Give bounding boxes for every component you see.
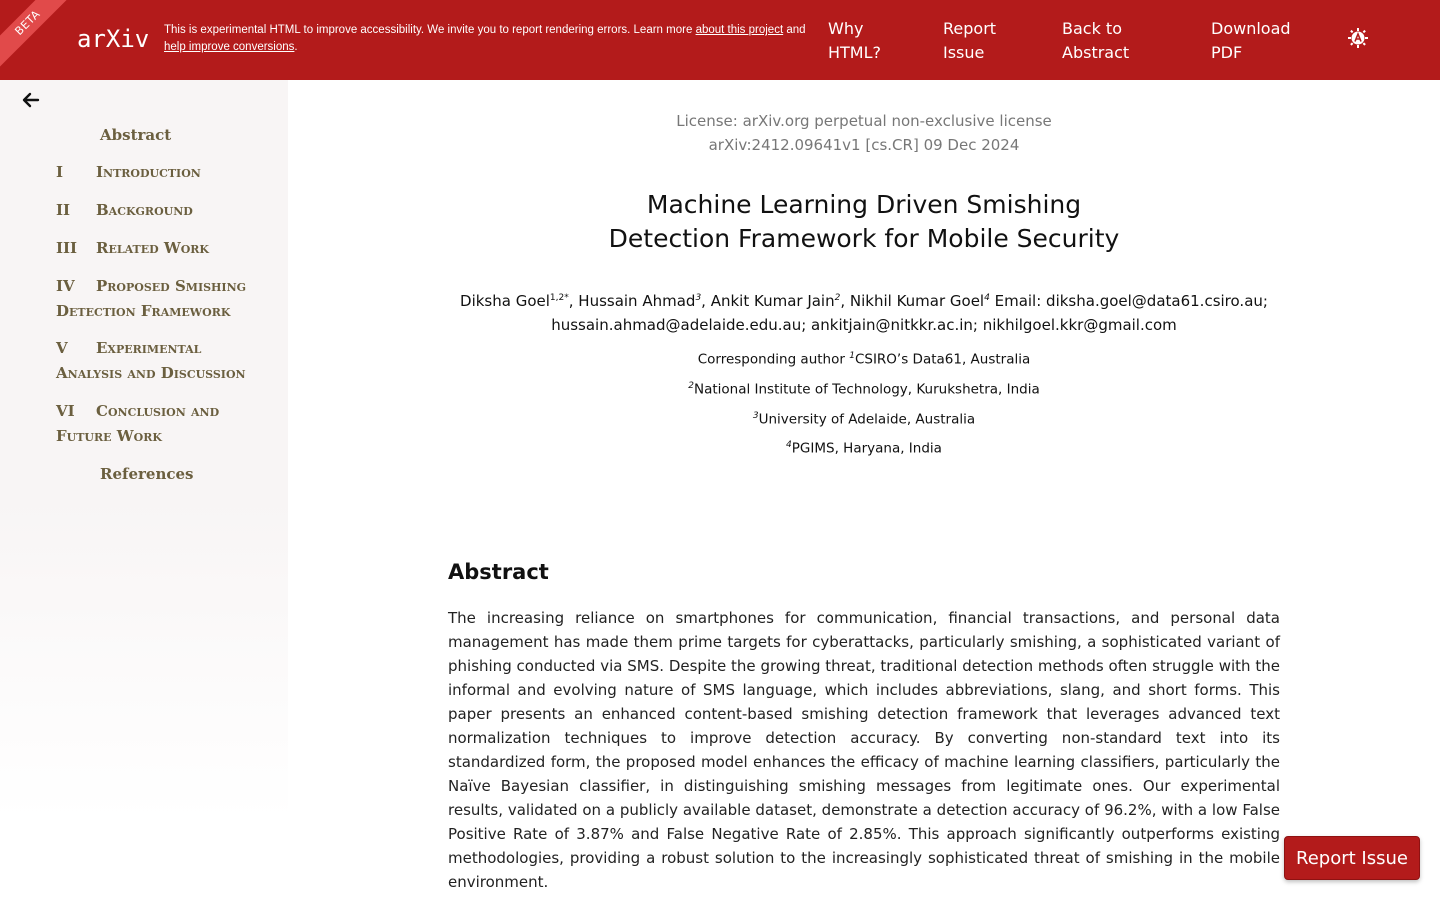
affiliation-mark: 1 bbox=[849, 351, 855, 361]
report-issue-link[interactable] bbox=[943, 17, 996, 65]
affiliation-text: University of Adelaide, Australia bbox=[758, 411, 976, 428]
author-list bbox=[448, 286, 1280, 337]
toc-item-label: Introduction bbox=[96, 163, 201, 181]
toc-item-number: I bbox=[56, 163, 64, 181]
logo-text: arXiv bbox=[77, 25, 150, 53]
toc-item-label: Detection Framework bbox=[56, 302, 231, 320]
toc-item-label: Proposed Smishing bbox=[96, 277, 247, 295]
toc-fade bbox=[0, 500, 288, 820]
arxiv-logo[interactable] bbox=[77, 23, 153, 57]
theme-toggle-icon[interactable] bbox=[1348, 28, 1368, 48]
toc-item-number: III bbox=[56, 239, 78, 257]
abstract-text: The increasing reliance on smartphones for communication, financial transactions, and personal data management has made them prime targets for cyberattacks, particularly smishing, a sophisticated variant of phishing conducted via SMS. Despite the growing threat, traditional detection methods often struggle with the informal and evolving nature of SMS language, which includes abbreviations, slang, and short forms. This paper presents an enhanced content-based smishing detection framework that leverages advanced text normalization techniques to improve detection accuracy. By converting non-standard text into its standardized form, the proposed model enhances the efficacy of machine learning classifiers, particularly the Naïve Bayesian classifier, in distinguishing smishing messages from legitimate ones. Our experimental results, validated on a publicly available dataset, demonstrate a detection accuracy of 96.2%, with a low False Positive Rate of 3.87% and False Negative Rate of 2.85%. This approach significantly outperforms existing methodologies, providing a robust solution to the increasingly sophisticated threat of smishing in the mobile environment. bbox=[448, 609, 1280, 891]
notice-text: This is experimental HTML to improve accessibility. We invite you to report rendering errors. Learn more bbox=[164, 24, 693, 36]
toc-item-label: Experimental bbox=[96, 339, 202, 357]
toc-item-number: VI bbox=[56, 402, 75, 420]
why-html-label-1: Why bbox=[828, 19, 864, 38]
about-project-link[interactable]: about this project bbox=[695, 24, 784, 36]
author-name: , Ankit Kumar Jain bbox=[701, 292, 835, 310]
beta-ribbon bbox=[0, 0, 70, 70]
toc-item-label: Related Work bbox=[96, 239, 209, 257]
affiliation-4 bbox=[448, 435, 1280, 459]
author-affiliation-mark: 4 bbox=[984, 293, 990, 303]
help-improve-link[interactable]: help improve conversions bbox=[164, 41, 295, 53]
author-affiliation-mark: 3 bbox=[695, 293, 702, 303]
author-emails: Email: diksha.goel@data61.csiro.au; bbox=[989, 292, 1268, 310]
license-text: License: arXiv.org perpetual non-exclusive license bbox=[676, 112, 1052, 130]
toc-item-label: References bbox=[100, 465, 194, 483]
affiliation-3 bbox=[448, 406, 1280, 430]
author-name: , Nikhil Kumar Goel bbox=[840, 292, 985, 310]
toc-item-label: Conclusion and bbox=[96, 402, 220, 420]
corresponding-mark: * bbox=[564, 293, 569, 303]
toc-item-background[interactable] bbox=[56, 198, 193, 223]
report-issue-button[interactable]: Report Issue bbox=[1284, 836, 1420, 880]
top-header bbox=[0, 0, 1440, 80]
affiliation-text: National Institute of Technology, Kurukshetra, India bbox=[693, 381, 1040, 398]
affiliation-mark: 3 bbox=[752, 411, 759, 421]
back-to-abstract-label-2: Abstract bbox=[1062, 43, 1130, 62]
abstract-heading: Abstract bbox=[448, 560, 549, 584]
author-name: , Hussain Ahmad bbox=[568, 292, 696, 310]
toc-item-number: V bbox=[56, 339, 68, 357]
paper-title bbox=[448, 188, 1280, 256]
affiliation-mark: 2 bbox=[688, 381, 694, 391]
back-to-abstract-link[interactable] bbox=[1062, 17, 1129, 65]
notice-and: and bbox=[786, 24, 806, 36]
toc-item-introduction[interactable] bbox=[56, 160, 201, 185]
affiliation-1 bbox=[448, 346, 1280, 370]
corresponding-author-label: Corresponding author bbox=[697, 351, 850, 368]
download-pdf-link[interactable] bbox=[1211, 17, 1291, 65]
back-to-abstract-label-1: Back to bbox=[1062, 19, 1122, 38]
author-affiliation-mark: 1,2 bbox=[549, 293, 565, 303]
toc-item-references[interactable] bbox=[100, 462, 193, 487]
affiliation-2 bbox=[448, 376, 1280, 400]
report-issue-label-2: Issue bbox=[943, 43, 985, 62]
why-html-link[interactable] bbox=[828, 17, 881, 65]
toc-item-label: Future Work bbox=[56, 427, 162, 445]
beta-label: BETA bbox=[0, 0, 70, 70]
experimental-notice: This is experimental HTML to improve accessibility. We invite you to report rendering errors. Learn more about this project and help improve conversions. bbox=[164, 24, 806, 53]
affiliation-text: CSIRO’s Data61, Australia bbox=[854, 351, 1031, 368]
toc-item-label: Abstract bbox=[100, 126, 172, 144]
toc-item-label: Analysis and Discussion bbox=[56, 364, 246, 382]
author-name: Diksha Goel bbox=[460, 292, 550, 310]
affiliation-mark: 4 bbox=[786, 440, 792, 450]
paper-title-line-2: Detection Framework for Mobile Security bbox=[608, 224, 1120, 253]
report-issue-label-1: Report bbox=[943, 19, 997, 38]
toc-item-conclusion[interactable] bbox=[56, 399, 276, 449]
toc-item-number: IV bbox=[56, 277, 75, 295]
toc-item-label: Background bbox=[96, 201, 193, 219]
toc-item-experimental-analysis[interactable] bbox=[56, 336, 276, 386]
arxiv-identifier: arXiv:2412.09641v1 [cs.CR] 09 Dec 2024 bbox=[708, 136, 1020, 154]
toc-item-related-work[interactable] bbox=[56, 236, 209, 261]
affiliation-text: PGIMS, Haryana, India bbox=[791, 440, 942, 457]
paper-title-line-1: Machine Learning Driven Smishing bbox=[646, 190, 1082, 219]
download-pdf-label-2: PDF bbox=[1211, 43, 1243, 62]
author-emails: hussain.ahmad@adelaide.edu.au; ankitjain@nitkkr.ac.in; nikhilgoel.kkr@gmail.com bbox=[551, 316, 1177, 334]
author-affiliation-mark: 2 bbox=[834, 293, 841, 303]
collapse-toc-arrow-icon[interactable] bbox=[20, 89, 42, 111]
download-pdf-label-1: Download bbox=[1211, 19, 1291, 38]
toc-item-number: II bbox=[56, 201, 71, 219]
toc-item-proposed-framework[interactable] bbox=[56, 274, 276, 324]
toc-item-abstract[interactable] bbox=[100, 123, 171, 148]
why-html-label-2: HTML? bbox=[828, 43, 882, 62]
